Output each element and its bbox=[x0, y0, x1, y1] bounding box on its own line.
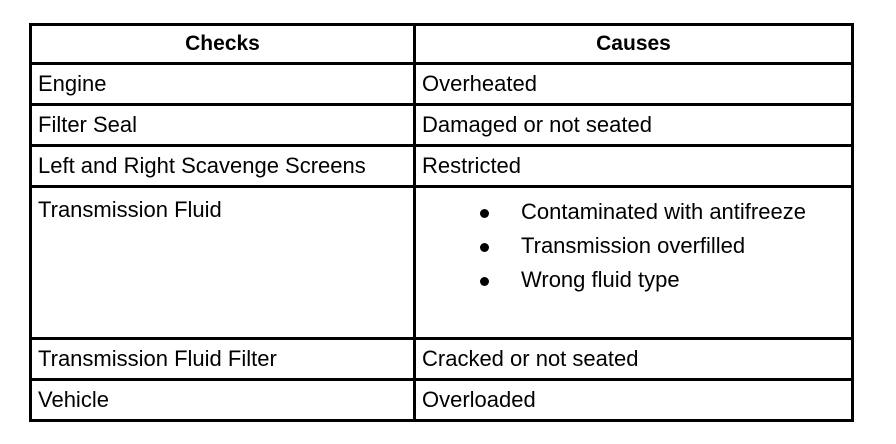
cause-list-item bbox=[422, 265, 851, 299]
cause-cell: Cracked or not seated bbox=[415, 339, 853, 380]
check-cell: Filter Seal bbox=[31, 105, 415, 146]
bullet-icon bbox=[480, 277, 489, 286]
header-checks: Checks bbox=[31, 25, 415, 64]
check-cell: Transmission Fluid Filter bbox=[31, 339, 415, 380]
cause-list-item bbox=[422, 231, 851, 265]
header-causes: Causes bbox=[415, 25, 853, 64]
bullet-icon bbox=[480, 243, 489, 252]
cause-list-item bbox=[422, 197, 851, 231]
check-cell: Transmission Fluid bbox=[31, 187, 415, 339]
bullet-icon bbox=[480, 209, 489, 218]
table-row bbox=[31, 187, 853, 339]
cause-list-cell bbox=[415, 187, 853, 339]
table-row bbox=[31, 339, 853, 380]
check-cell: Left and Right Scavenge Screens bbox=[31, 146, 415, 187]
cause-text: Contaminated with antifreeze bbox=[521, 199, 806, 224]
check-cell: Engine bbox=[31, 64, 415, 105]
table-header-row bbox=[31, 25, 853, 64]
table-row bbox=[31, 146, 853, 187]
table-row bbox=[31, 64, 853, 105]
checks-causes-table bbox=[29, 23, 854, 422]
cause-cell: Overheated bbox=[415, 64, 853, 105]
cause-cell: Damaged or not seated bbox=[415, 105, 853, 146]
cause-text: Wrong fluid type bbox=[521, 267, 680, 292]
check-cell: Vehicle bbox=[31, 380, 415, 421]
cause-cell: Overloaded bbox=[415, 380, 853, 421]
cause-cell: Restricted bbox=[415, 146, 853, 187]
cause-text: Transmission overfilled bbox=[521, 233, 746, 258]
table-row bbox=[31, 105, 853, 146]
table-row bbox=[31, 380, 853, 421]
cause-list bbox=[422, 197, 851, 299]
